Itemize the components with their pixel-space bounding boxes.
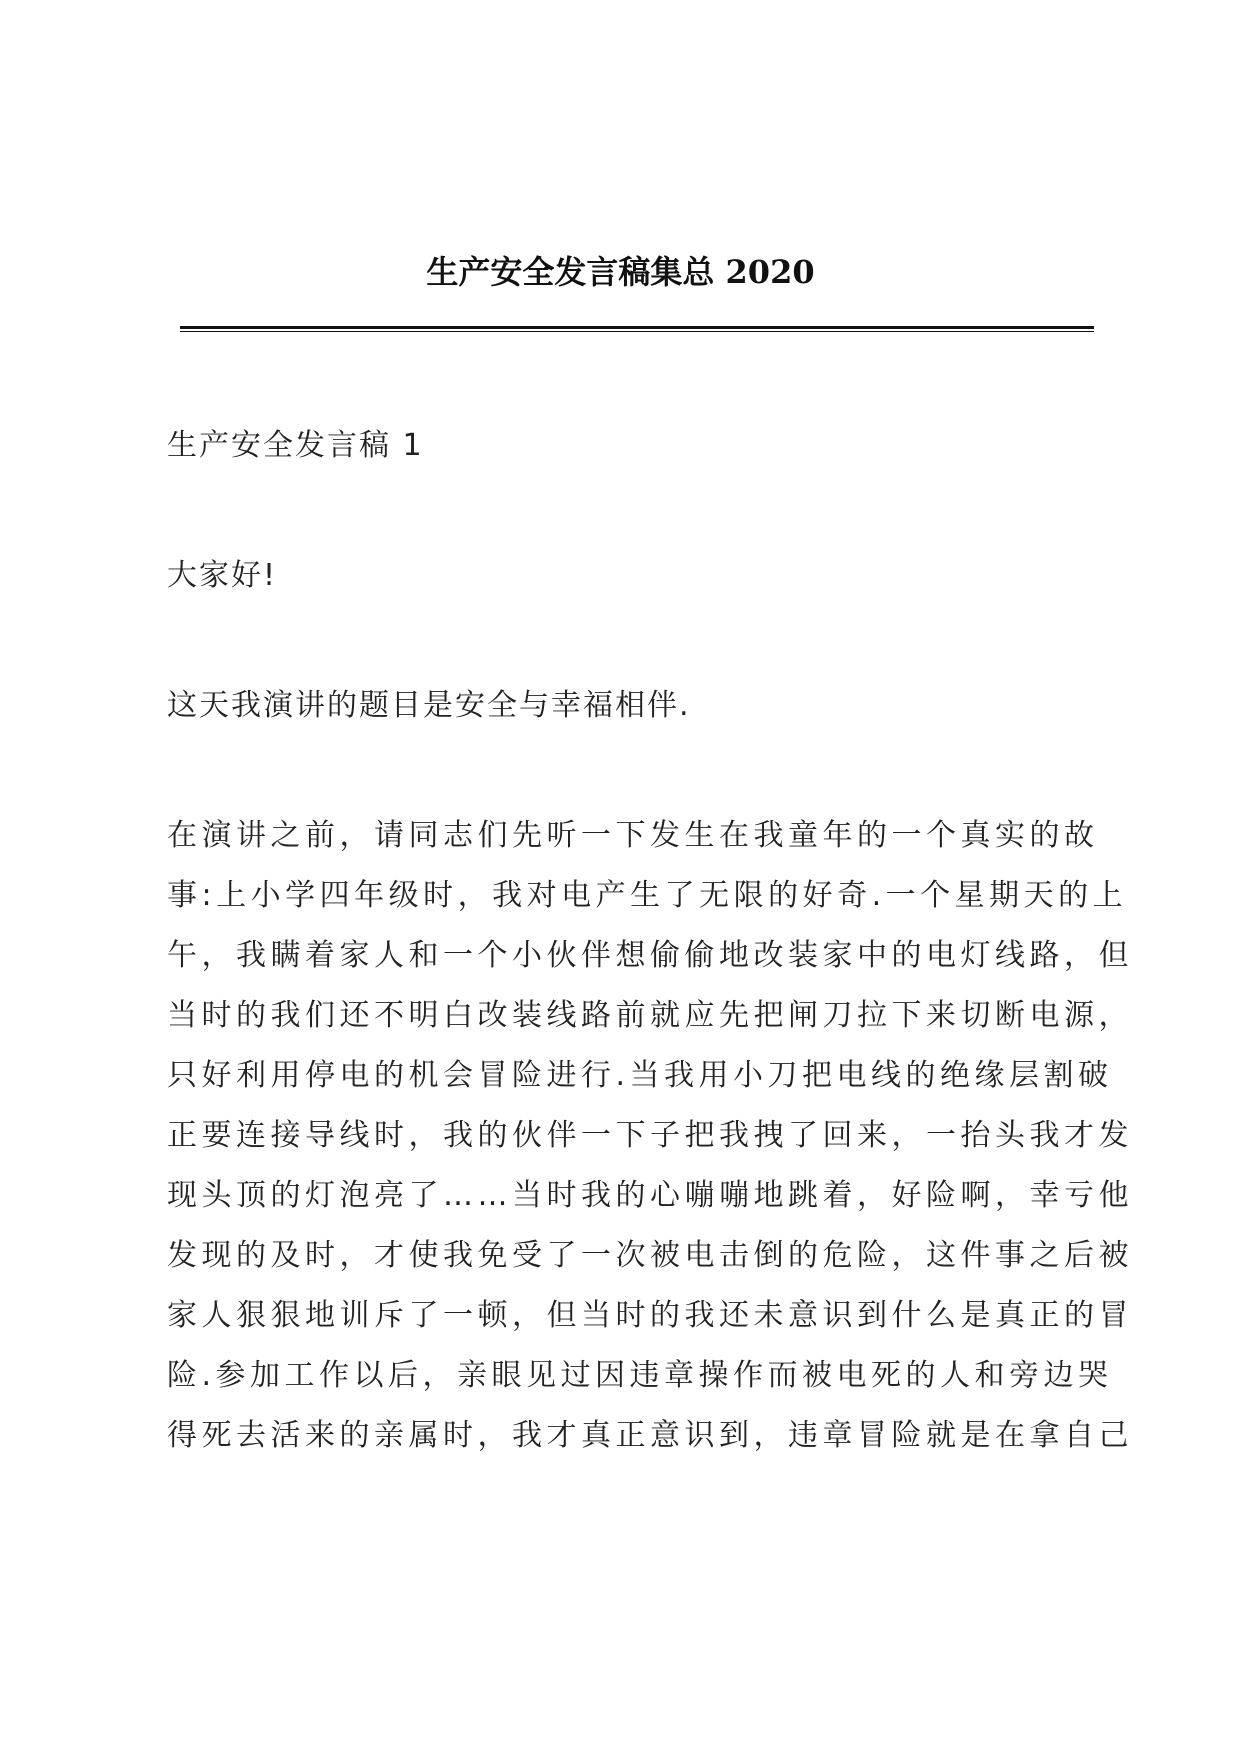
section-heading: 生产安全发言稿 1 [167, 428, 424, 463]
story-paragraph [167, 806, 1133, 1466]
title-divider-thick [180, 326, 1094, 329]
greeting-paragraph: 大家好! [167, 558, 278, 593]
paragraph-line: 家人狠狠地训斥了一顿，但当时的我还未意识到什么是真正的冒 [167, 1298, 1133, 1333]
paragraph-line: 得死去活来的亲属时，我才真正意识到，违章冒险就是在拿自己 [167, 1418, 1133, 1453]
paragraph-line: 只好利用停电的机会冒险进行.当我用小刀把电线的绝缘层割破 [167, 1058, 1113, 1093]
document-title: 生产安全发言稿集总 2020 [426, 253, 815, 291]
paragraph-line: 当时的我们还不明白改装线路前就应先把闸刀拉下来切断电源， [167, 998, 1133, 1033]
paragraph-line: 午，我瞒着家人和一个小伙伴想偷偷地改装家中的电灯线路，但 [167, 938, 1133, 973]
paragraph-line: 险.参加工作以后，亲眼见过因违章操作而被电死的人和旁边哭 [167, 1358, 1113, 1393]
title-divider-thin [180, 331, 1094, 332]
intro-paragraph: 这天我演讲的题目是安全与幸福相伴. [167, 688, 691, 723]
paragraph-line: 事:上小学四年级时，我对电产生了无限的好奇.一个星期天的上 [167, 878, 1128, 913]
paragraph-line: 现头顶的灯泡亮了……当时我的心嘣嘣地跳着，好险啊，幸亏他 [167, 1178, 1133, 1213]
paragraph-line: 正要连接导线时，我的伙伴一下子把我拽了回来，一抬头我才发 [167, 1118, 1133, 1153]
paragraph-line: 在演讲之前，请同志们先听一下发生在我童年的一个真实的故 [167, 818, 1099, 853]
paragraph-line: 发现的及时，才使我免受了一次被电击倒的危险，这件事之后被 [167, 1238, 1133, 1273]
